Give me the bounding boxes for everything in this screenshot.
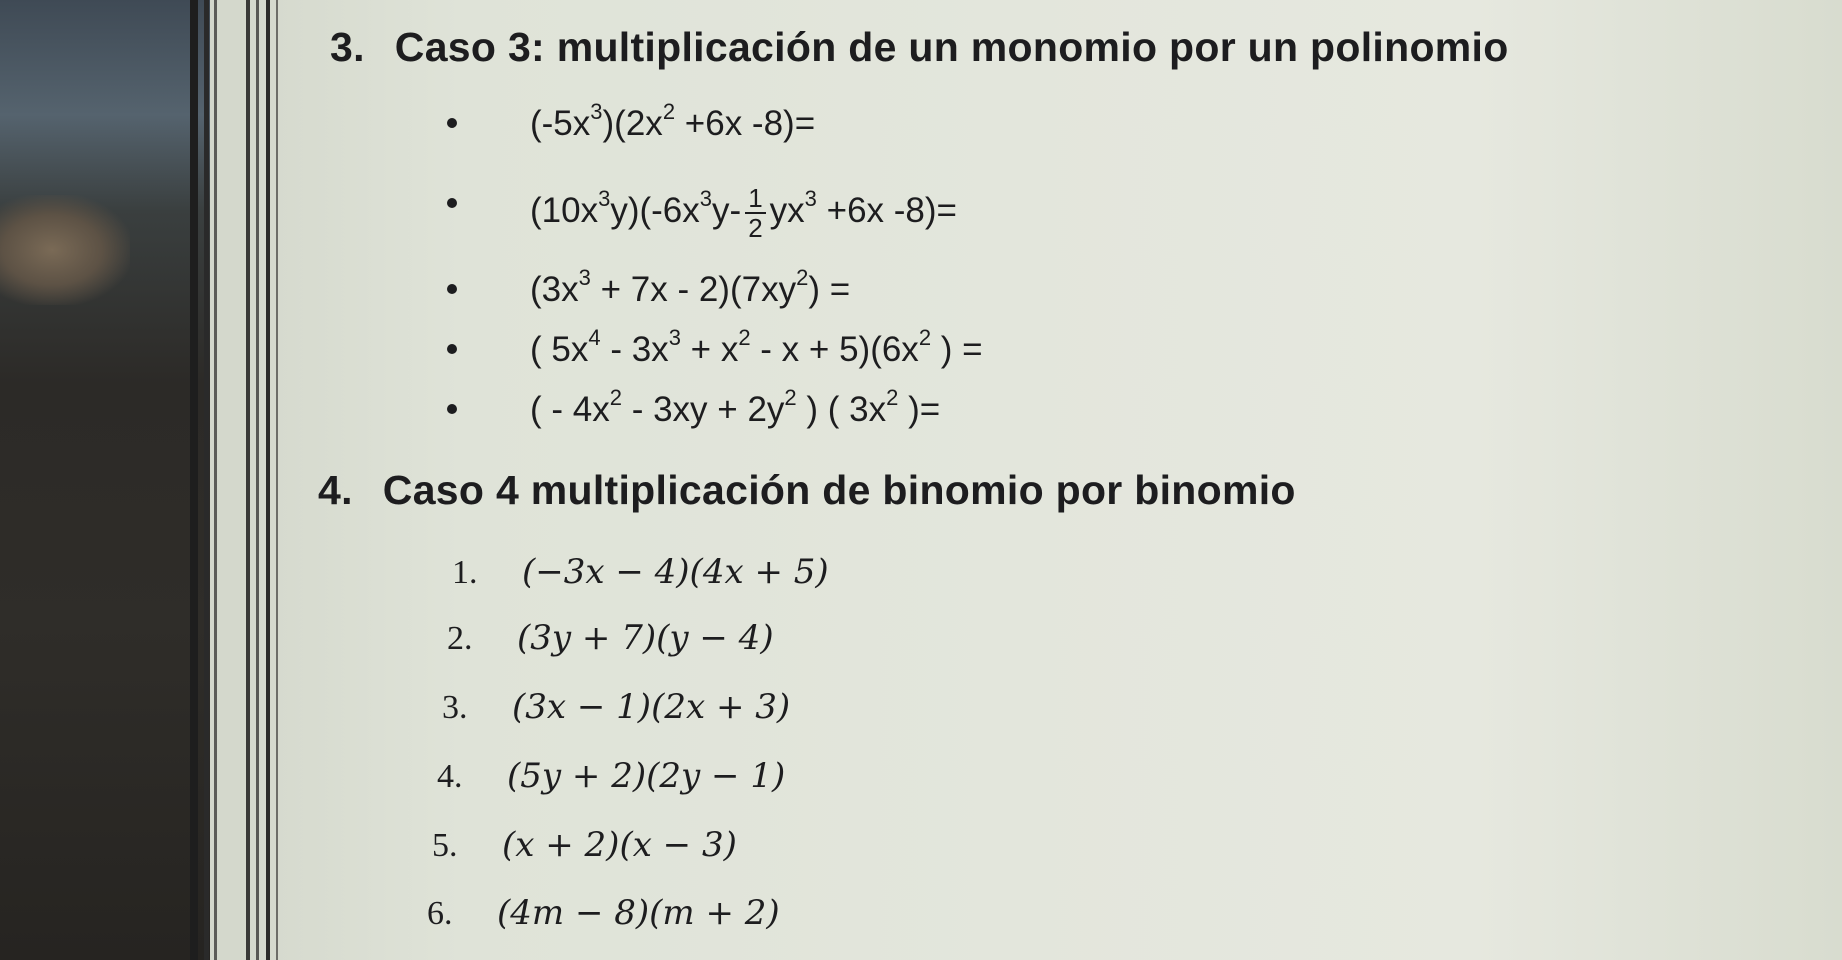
expression: $(10x^3y)(-6x^3y-$ $\frac{1}{2}$ $yx^3 +6x$ -8)= bbox=[530, 183, 957, 243]
section-3-heading bbox=[330, 24, 1509, 71]
bullet-icon bbox=[447, 344, 457, 354]
section-title: Caso 4 multiplicación de binomio por binomio bbox=[382, 467, 1296, 513]
expression: (4m − 8)(m + 2) bbox=[497, 893, 780, 933]
expression: ( $5x^4 - 3x^3 + x^2 - x + 5)(6x^2$ ) = bbox=[530, 325, 983, 369]
exercise-number: 1. bbox=[452, 554, 478, 591]
expression: ( - $4x^2 - 3xy + 2y^2$ ) ( $3x^2$ )= bbox=[530, 385, 941, 429]
exercise-number: 6. bbox=[427, 895, 453, 932]
expression: (3y + 7)(y − 4) bbox=[517, 618, 774, 658]
exercise-number: 4. bbox=[437, 758, 463, 795]
expression: (3x − 1)(2x + 3) bbox=[512, 687, 791, 727]
binomial-exercise bbox=[432, 825, 737, 865]
bullet-icon bbox=[447, 198, 457, 208]
binomial-exercise bbox=[427, 893, 780, 933]
monomial-exercise bbox=[530, 325, 983, 370]
bullet-icon bbox=[447, 404, 457, 414]
monomial-exercise bbox=[530, 385, 941, 430]
monomial-exercise bbox=[530, 184, 957, 242]
expression: $(3x^3 + 7x - 2)(7xy^2)$ = bbox=[530, 265, 851, 309]
binomial-exercise bbox=[442, 687, 790, 727]
section-title: Caso 3: multiplicación de un monomio por un polinomio bbox=[394, 24, 1509, 70]
binomial-exercise bbox=[437, 756, 785, 796]
binomial-exercise bbox=[447, 618, 774, 658]
bullet-icon bbox=[447, 118, 457, 128]
bullet-icon bbox=[447, 284, 457, 294]
monomial-exercise bbox=[530, 265, 851, 310]
monomial-exercise bbox=[530, 99, 816, 144]
section-4-heading bbox=[318, 467, 1296, 514]
exercise-number: 5. bbox=[432, 827, 458, 864]
expression: $(-5x^3)(2x^2 +6x$ -8)= bbox=[530, 99, 816, 143]
binomial-exercise bbox=[452, 552, 829, 592]
expression: (−3x − 4)(4x + 5) bbox=[522, 552, 829, 592]
exercise-number: 2. bbox=[447, 620, 473, 657]
expression: (5y + 2)(2y − 1) bbox=[507, 756, 786, 796]
fraction: $\frac{1}{2}$ bbox=[745, 184, 765, 242]
exercise-number: 3. bbox=[442, 689, 468, 726]
expression: (x + 2)(x − 3) bbox=[502, 825, 737, 865]
section-number: 4. bbox=[318, 467, 353, 513]
section-number: 3. bbox=[330, 24, 365, 70]
